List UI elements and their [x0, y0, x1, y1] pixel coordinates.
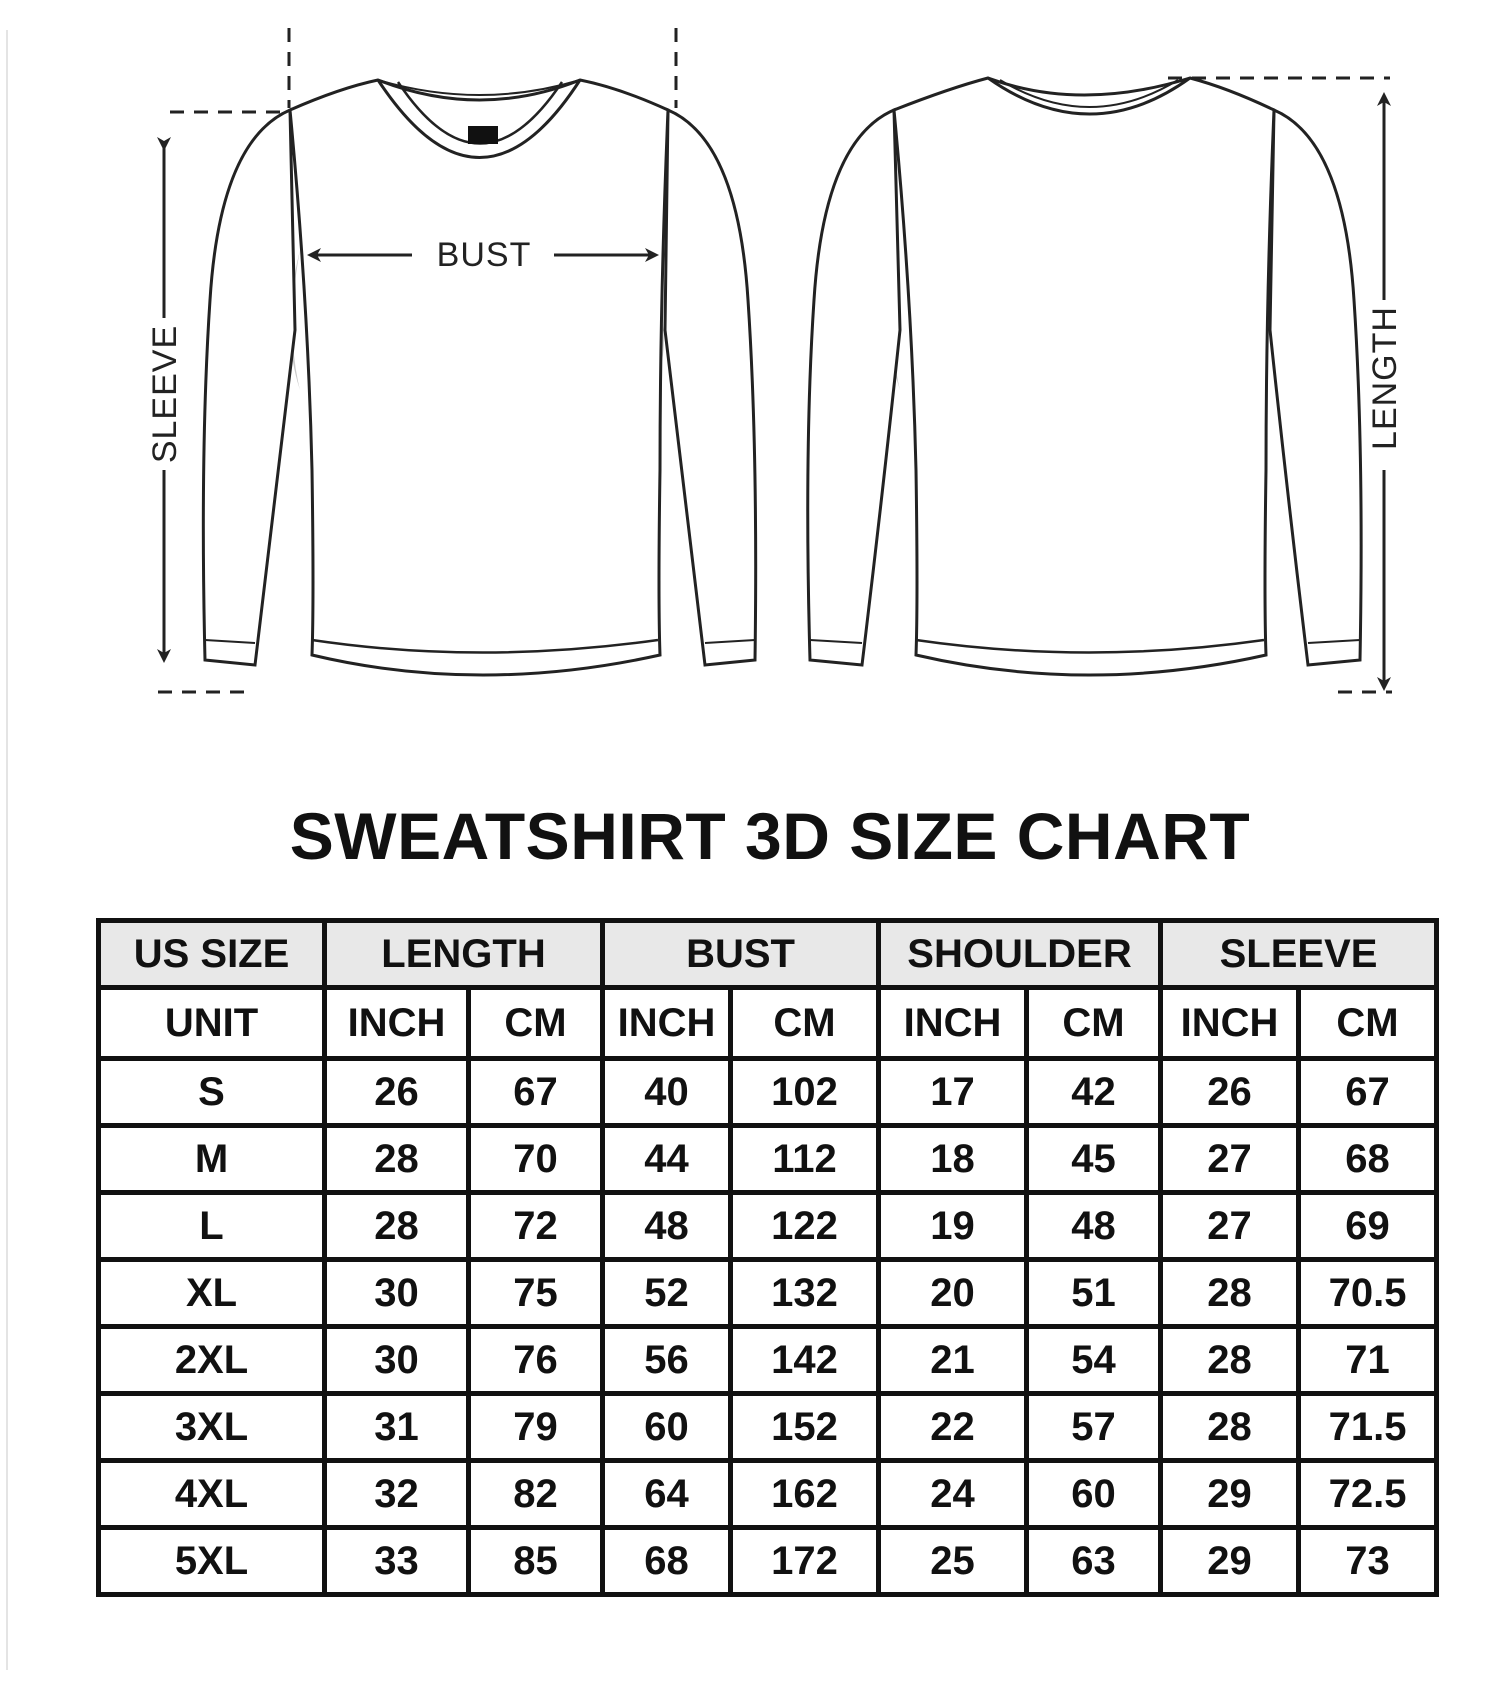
- table-cell: 68: [1299, 1126, 1437, 1193]
- front-left-sleeve: [203, 110, 295, 665]
- table-cell: 25: [879, 1528, 1027, 1595]
- table-cell: 18: [879, 1126, 1027, 1193]
- table-cell: 162: [731, 1461, 879, 1528]
- size-cell: 2XL: [99, 1327, 325, 1394]
- table-cell: 26: [325, 1059, 469, 1126]
- table-cell: 72.5: [1299, 1461, 1437, 1528]
- table-cell: 72: [469, 1193, 603, 1260]
- table-row: [99, 1126, 1437, 1193]
- unit-cell: CM: [469, 988, 603, 1059]
- table-cell: 69: [1299, 1193, 1437, 1260]
- table-cell: 68: [603, 1528, 731, 1595]
- unit-cell: CM: [731, 988, 879, 1059]
- front-sweatshirt: [203, 80, 755, 675]
- table-cell: 29: [1161, 1528, 1299, 1595]
- table-unit-row: [99, 988, 1437, 1059]
- table-cell: 33: [325, 1528, 469, 1595]
- table-row: [99, 1260, 1437, 1327]
- table-cell: 112: [731, 1126, 879, 1193]
- table-row: [99, 1193, 1437, 1260]
- table-cell: 30: [325, 1327, 469, 1394]
- table-cell: 27: [1161, 1193, 1299, 1260]
- table-cell: 70.5: [1299, 1260, 1437, 1327]
- sleeve-label: SLEEVE: [146, 324, 184, 464]
- table-cell: 44: [603, 1126, 731, 1193]
- table-cell: 54: [1027, 1327, 1161, 1394]
- bust-label: BUST: [436, 236, 532, 274]
- table-cell: 28: [325, 1193, 469, 1260]
- table-cell: 20: [879, 1260, 1027, 1327]
- table-cell: 172: [731, 1528, 879, 1595]
- unit-cell: CM: [1027, 988, 1161, 1059]
- table-cell: 27: [1161, 1126, 1299, 1193]
- table-cell: 22: [879, 1394, 1027, 1461]
- size-cell: 5XL: [99, 1528, 325, 1595]
- back-right-sleeve: [1270, 110, 1361, 665]
- table-cell: 76: [469, 1327, 603, 1394]
- table-cell: 31: [325, 1394, 469, 1461]
- table-cell: 60: [603, 1394, 731, 1461]
- header-sleeve: SLEEVE: [1161, 921, 1437, 988]
- size-cell: 3XL: [99, 1394, 325, 1461]
- back-body: [894, 78, 1274, 675]
- table-cell: 28: [1161, 1327, 1299, 1394]
- table-cell: 52: [603, 1260, 731, 1327]
- table-cell: 63: [1027, 1528, 1161, 1595]
- table-cell: 122: [731, 1193, 879, 1260]
- unit-cell: CM: [1299, 988, 1437, 1059]
- back-sweatshirt: [808, 78, 1361, 675]
- back-left-sleeve: [808, 110, 900, 665]
- table-row: [99, 1461, 1437, 1528]
- table-cell: 67: [469, 1059, 603, 1126]
- table-cell: 82: [469, 1461, 603, 1528]
- size-cell: 4XL: [99, 1461, 325, 1528]
- table-cell: 56: [603, 1327, 731, 1394]
- table-cell: 73: [1299, 1528, 1437, 1595]
- table-cell: 17: [879, 1059, 1027, 1126]
- table-cell: 132: [731, 1260, 879, 1327]
- size-cell: L: [99, 1193, 325, 1260]
- table-cell: 24: [879, 1461, 1027, 1528]
- table-cell: 45: [1027, 1126, 1161, 1193]
- front-right-sleeve: [665, 110, 756, 665]
- table-cell: 42: [1027, 1059, 1161, 1126]
- table-cell: 40: [603, 1059, 731, 1126]
- table-cell: 51: [1027, 1260, 1161, 1327]
- unit-cell: INCH: [1161, 988, 1299, 1059]
- unit-cell: INCH: [603, 988, 731, 1059]
- table-cell: 60: [1027, 1461, 1161, 1528]
- unit-cell: INCH: [879, 988, 1027, 1059]
- table-cell: 79: [469, 1394, 603, 1461]
- table-cell: 26: [1161, 1059, 1299, 1126]
- table-cell: 28: [1161, 1394, 1299, 1461]
- table-cell: 28: [1161, 1260, 1299, 1327]
- table-cell: 19: [879, 1193, 1027, 1260]
- neck-tag: [468, 126, 498, 144]
- table-cell: 28: [325, 1126, 469, 1193]
- header-shoulder: SHOULDER: [879, 921, 1161, 988]
- size-chart-table: [96, 918, 1439, 1597]
- size-cell: S: [99, 1059, 325, 1126]
- table-cell: 70: [469, 1126, 603, 1193]
- size-cell: XL: [99, 1260, 325, 1327]
- table-row: [99, 1528, 1437, 1595]
- table-cell: 142: [731, 1327, 879, 1394]
- table-cell: 32: [325, 1461, 469, 1528]
- table-row: [99, 1327, 1437, 1394]
- table-cell: 57: [1027, 1394, 1161, 1461]
- table-cell: 64: [603, 1461, 731, 1528]
- table-row: [99, 1394, 1437, 1461]
- table-cell: 30: [325, 1260, 469, 1327]
- table-cell: 67: [1299, 1059, 1437, 1126]
- table-cell: 85: [469, 1528, 603, 1595]
- table-cell: 48: [603, 1193, 731, 1260]
- size-cell: M: [99, 1126, 325, 1193]
- front-body: [290, 80, 668, 675]
- table-cell: 48: [1027, 1193, 1161, 1260]
- table-row: [99, 1059, 1437, 1126]
- header-length: LENGTH: [325, 921, 603, 988]
- table-cell: 102: [731, 1059, 879, 1126]
- chart-title: SWEATSHIRT 3D SIZE CHART: [289, 799, 1251, 873]
- header-bust: BUST: [603, 921, 879, 988]
- length-measurement: [1366, 95, 1404, 688]
- table-cell: 21: [879, 1327, 1027, 1394]
- sweatshirt-illustration: [0, 0, 1490, 740]
- table-header-row: [99, 921, 1437, 988]
- table-cell: 71: [1299, 1327, 1437, 1394]
- unit-label: UNIT: [99, 988, 325, 1059]
- table-cell: 152: [731, 1394, 879, 1461]
- sleeve-measurement: [146, 148, 184, 660]
- header-us-size: US SIZE: [99, 921, 325, 988]
- table-cell: 29: [1161, 1461, 1299, 1528]
- table-cell: 75: [469, 1260, 603, 1327]
- table-cell: 71.5: [1299, 1394, 1437, 1461]
- length-label: LENGTH: [1366, 306, 1404, 450]
- unit-cell: INCH: [325, 988, 469, 1059]
